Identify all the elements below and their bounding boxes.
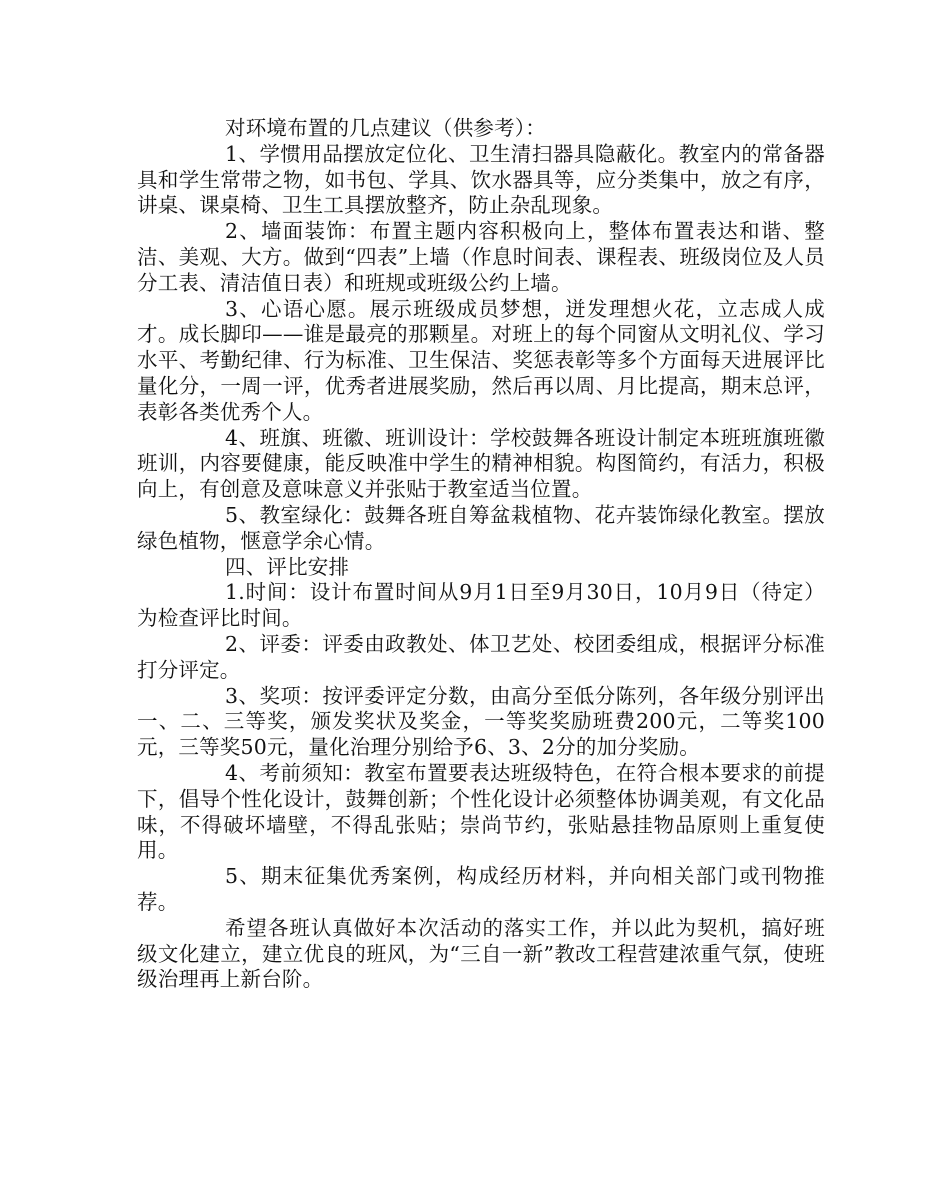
paragraph-judges: 2、评委：评委由政教处、体卫艺处、校团委组成，根据评分标准打分评定。 — [137, 631, 825, 682]
paragraph-greening: 5、教室绿化：鼓舞各班自筹盆栽植物、花卉装饰绿化教室。摆放绿色植物，惬意学余心情。 — [137, 502, 825, 553]
paragraph-awards: 3、奖项：按评委评定分数，由高分至低分陈列，各年级分别评出一、二、三等奖，颁发奖状及奖金，一等奖奖励班费200元，二等奖100元，三等奖50元，量化治理分别给予6、3、2分的加分奖励。 — [137, 683, 825, 760]
section-heading-evaluation: 四、评比安排 — [225, 554, 350, 579]
paragraph-closing: 希望各班认真做好本次活动的落实工作，并以此为契机，搞好班级文化建立，建立优良的班风，为“三自一新”教改工程营建浓重气氛，使班级治理再上新台阶。 — [137, 915, 825, 992]
paragraph-supplies: 1、学惯用品摆放定位化、卫生清扫器具隐蔽化。教室内的常备器具和学生常带之物，如书包、学具、饮水器具等，应分类集中，放之有序，讲桌、课桌椅、卫生工具摆放整齐，防止杂乱现象。 — [137, 141, 825, 218]
document-body — [137, 116, 825, 993]
paragraph-time: 1.时间：设计布置时间从9月1日至9月30日，10月9日（待定）为检查评比时间。 — [137, 580, 825, 631]
paragraph-wall-decoration: 2、墙面装饰：布置主题内容积极向上，整体布置表达和谐、整洁、美观、大方。做到“四表”上墙（作息时间表、课程表、班级岗位及人员分工表、清洁值日表）和班规或班级公约上墙。 — [137, 219, 825, 295]
paragraph-cases: 5、期末征集优秀案例，构成经历材料，并向相关部门或刊物推荐。 — [137, 864, 825, 914]
paragraph-wishes: 3、心语心愿。展示班级成员梦想，迸发理想火花，立志成人成才。成长脚印——谁是最亮的那颗星。对班上的每个同窗从文明礼仪、学习水平、考勤纪律、行为标准、卫生保洁、奖惩表彰等多个方面每天进展评比量化分，一周一评，优秀者进展奖励，然后再以周、月比提高，期末总评，表彰各类优秀个人。 — [137, 296, 825, 424]
paragraph-notes: 4、考前须知：教室布置要表达班级特色，在符合根本要求的前提下，倡导个性化设计，鼓舞创新；个性化设计必须整体协调美观，有文化品味，不得破坏墙壁，不得乱张贴；崇尚节约，张贴悬挂物品原则上重复使用。 — [137, 760, 825, 863]
paragraph-intro: 对环境布置的几点建议（供参考）： — [225, 116, 546, 140]
paragraph-class-flag: 4、班旗、班徽、班训设计：学校鼓舞各班设计制定本班班旗班徽班训，内容要健康，能反映准中学生的精神相貌。构图简约，有活力，积极向上，有创意及意味意义并张贴于教室适当位置。 — [137, 425, 825, 502]
